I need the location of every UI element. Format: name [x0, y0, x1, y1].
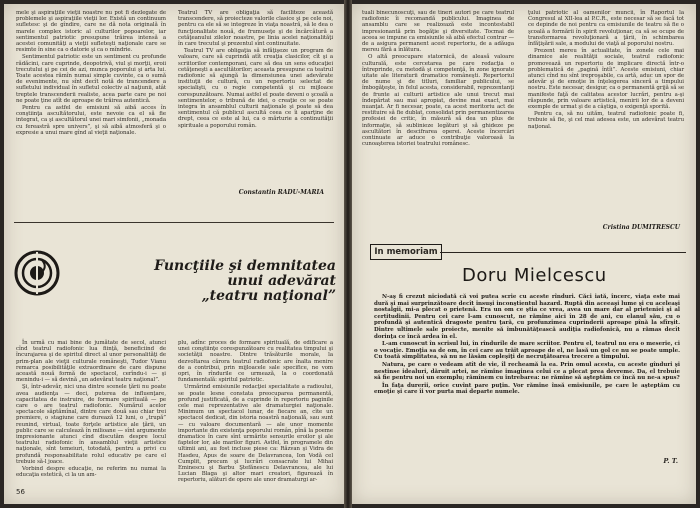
memoriam-text — [374, 294, 680, 397]
paragraph: Şi, într-adevăr, nici una dintre scenele ţării nu poate avea audienţa — deci, puterea de influenţare, capacitatea de instruire, de formare spirituală — pe care o are teatrul radiofonic. Numărul acelor spectacole săptămînal, dintre care două sau chiar trei premiere, o stagiune care durează 12 luni, o „trupă” reunind, virtual, toate forţele artistice ale ţării, un public care se calculează în milioane — sînt argumente impresionante atunci cînd discutăm despre locul teatrului radiofonic în ansamblul vieţii artistice naţionale, sînt temeiuri, totodată, pentru a privi cu profundă responsabilitate rolul educativ pe care el trebuie să-l joace. — [16, 384, 166, 465]
page-number: 56 — [16, 488, 25, 496]
article1-column-1 — [16, 10, 166, 137]
memoriam-title: Doru Mielcescu — [462, 265, 607, 286]
paragraph: Pentru ca, să nu uităm, teatrul radiofonic poate fi, trebuie să fie, şi cel mai adesea este, un adevărat teatru naţional. — [528, 111, 684, 130]
title-line: „teatru naţional” — [201, 288, 336, 304]
section-divider — [14, 222, 334, 223]
article2-column-4 — [528, 10, 684, 131]
paragraph: În urmă cu mai bine de jumătate de secol, atunci cînd teatrul radiofonic lua fiinţă, beneficiind de încurajarea şi de spiritul direct al unor personalităţi de prim-plan ale vieţii culturale româneşti, Tudor Vianu remarca posibilităţile extraordinare de care dispune această nouă formă de spectacol, cerîndu-i — şi menindu-i — să devină „un adevărat teatru naţional”. — [16, 340, 166, 384]
book-gutter — [344, 0, 352, 508]
memoriam-signature: P. T. — [663, 457, 678, 465]
article2-column-3 — [362, 10, 514, 148]
paragraph: mele şi aspiraţiile vieţii noastre nu pot fi dezlegate de problemele şi aspiraţiile vieţii lor. Există un continuum sufletesc şi de gîndire, care ne dă nota originală în marele complex istoric al culturilor popoarelor, iar sentimentul patriotic presupune trăirea intensă a acestei comunităţi a vieţii sufleteşti naţionale care se resimte în sine ca o datorie şi ca o mîndrie. — [16, 10, 166, 54]
paragraph: L-am cunoscut în scrisul lui, în rîndurile de mare scriitor. Pentru el, teatrul nu era o meserie, ci o vocaţie. Emoţia sa de om, în cei care au trăit aproape de el, ne lasă un gol ce nu se poate umple. Cu toată simplitatea, să nu ne lăsăm copleşiţi de necruţătoarea trecere a timpului. — [374, 341, 680, 361]
paragraph: În faţa durerii, orice cuvînt pare puţin. Vor rămîne însă emisiunile, pe care le aşteptăm cu emoţie şi care îi vor purta mai departe numele. — [374, 382, 680, 396]
article2-title — [56, 259, 336, 304]
theatre-logo-icon — [14, 250, 60, 296]
paragraph: plu, adînc proces de formare spirituală, de edificare a unei conştiinţe corespunzătoare cu realitatea timpului şi societăţii noastre. Dintre trăsăturile morale, la dezvoltarea cărora teatrul radiofonic are înalta menire de a contribui, prin mijloacele sale specifice, ne vom opri, în rîndurile ce urmează, la o coordonată fundamentală: spiritul patriotic. — [178, 340, 333, 384]
paragraph: Prezent mereu în actualitate, în zonele cele mai dinamice ale realităţii sociale, teatrul radiofonic promovează un repertoriu de implicare directă într-o problematică de „pagină întîi”. Aceste emisiuni, chiar atunci cînd nu sînt ireproşabile, ca artă, aduc un spor de adevăr şi de emoţie în înţelegerea sinceră a timpului nostru. Este necesar, desigur, ca o permanentă grijă să se manifeste faţă de calitatea acestor lucrări, pentru a-şi răspunde, prin valoare artistică, menirii lor de a deveni exemple de urmat şi de a câştiga, o exigenţă sporită. — [528, 48, 684, 111]
paragraph: Natura, pe care o vedeam atît de vie, îl recheamă la ea. Prin omul acesta, cu aceste gînduri şi nestinse idealuri, dăruit artei, ne rămîne imaginea celui ce a plecat prea devreme. Da, el trebuie să fie pentru noi un exemplu; rămînem cu întrebarea: ne rămîne să aşteptăm ce încă nu ne-a spus? — [374, 361, 680, 382]
right-page — [352, 4, 696, 504]
article2-column-2 — [178, 340, 333, 485]
article2-column-1 — [16, 340, 166, 479]
article1-signature: Constantin RADU-MARIA — [238, 189, 324, 196]
paragraph: Teatrul TV are obligaţia să infăţişeze un program de valoare, care să cuprindă atît creaţia clasicilor, cît şi a scriitorilor contemporani, care să dea un sens educaţiei cetăţeneşti a ascultătorilor; aceasta presupune ca teatrul radiofonic să ajungă la dimensiunea unei adevărate instituţii de cultură, cu un repertoriu selectat de specialişti, cu o regie competentă şi cu mijloace corespunzătoare. Numai astfel el poate deveni o şcoală a sentimentelor, o tribună de idei, o creaţie ce se poate integra în ansamblul culturii naţionale şi poate să dea sentimentul că publicul ascultă ceea ce îi aparţine de drept, ceea ce este al lui, ca o mărturie a continuităţii spirituale a poporului român. — [178, 48, 333, 129]
paragraph: tuali binecunoscuţi, sau de tineri autori pe care teatrul radiofonic îi recomandă publicului. Imaginea de ansamblu care se realizează este incontestabil impresionantă prin bogăţie şi diversitate. Tocmai de aceea se impune ca emisiunile să aibă efectul contrar — de a asigura permanent acest repertoriu, de a adăuga mereu fără a înlătura. — [362, 10, 514, 54]
paragraph: Urmărind emisiunile redacţiei specialitate a radioului, se poate lesne constata preocuparea permanentă, profund justificată, de a cuprinde în repertoriu paginile cele mai reprezentative ale dramaturgiei naţionale. Minimum un spectacol lunar, de fiecare an, cîte un spectacol dedicat, din istoria noastră naţională, sau sunt — cu valoare documentară — ale unor momente importante din existenţa poporului român, pînă la poeme dramatice în care sînt urmărite sensurile eroilor şi ale faptelor lor, ale marilor figuri. Astfel, în programele din ultimii ani, au fost incluse piese ca: Răzvan şi Vidra de Hasdeu, Apus de soare de Delavrancea, Ion Vodă cel Cumplit, precum şi lucrări consacrate lui Mihai Eminescu şi Barbu Ştefănescu Delavrancea, ale lui Lucian Blaga şi altor mari creatori, figurează în repertoriu, alături de opere ale unor dramaturgi ar- — [178, 384, 333, 484]
article1-column-2 — [178, 10, 333, 130]
paragraph: O altă preocupare statornică, de aleasă valoare culturală, este cercetarea pe care redacţia o întreprinde, cu metodă şi competenţă, în zone ignorate uitate ale literaturii dramatice româneşti. Repertoriul de nume şi de titluri, familiar publicului, se îmbogăţeşte, în felul acesta, considerabil, reprezentanţi de frunte ai culturii artistice ale unui trecut mai îndepărtat sau mai apropiat, devine mai exact, mai nuanţat. Ar fi necesar, poate, ca acest meritoriu act de restituire să fie dublat, consolidat prin permanentizarea profesiei de critic, în măsură să dea un plus de informaţie, să sublinieze legături şi să ghideze pe ascultători în descifrarea operei. Aceste încercări continuate ar aduce o contribuţie valoroasă la cunoaşterea istoriei teatrului românesc. — [362, 54, 514, 148]
paragraph: N-aş fi crezut niciodată că voi putea scrie cu aceste rînduri. Căci iată, încerc, viaţa este mai dură şi mai surprinzătoare decît însuşi inconştientul hazard. Ruptă din aceeaşi lume şi cu aceleaşi nostalgii, mi-a plecat o prietenă. Era un om ce ştia ce vrea, avea un mare dar al prieteniei şi al certitudinii. Pentru cei care l-am cunoscut, ne rămîne aici în 28 de ani, cu elanul său, cu o profundă şi autentică dragoste pentru ţară, cu profunzimea cuprinderii aproape pînă la sfîrşit. Dintre ultimele sale proiecte, menite să îmbunătăţească audiţia radiofonică, nu a rămas decît dorinţa ce încă ardea în el. — [374, 294, 680, 340]
paragraph: ţului patriotic al oamenilor muncii, în Raportul la Congresul al XII-lea al P.C.R., este necesar să se facă tot ce depinde de noi pentru ca emisiunile de teatru să fie o şcoală a formării în spirit revoluţionar, ca să se ocupe de transformarea revoluţionară a ţării, în schimbarea înfăţişării sale, a modului de viaţă al poporului nostru. — [528, 10, 684, 48]
article2-signature: Cristina DUMITRESCU — [602, 224, 680, 231]
title-line: unui adevărat — [227, 273, 336, 289]
left-page — [4, 4, 344, 504]
memoriam-rule — [440, 252, 686, 253]
memoriam-label: In memoriam — [370, 244, 442, 260]
title-line: Funcţiile şi demnitatea — [154, 258, 336, 274]
paragraph: Sentimentul patriotic este un sentiment cu profunde rădăcini, care cuprinde, deopotrivă, viul şi morţii, eroii trecutului şi pe cei de azi, munca poporului şi arta lui. Toate acestea rămîn numai simple cuvinte, ca o sumă de evenimente, nu sînt decît notă de trancendere a sufletului individual în sufletul colectiv al naţiunii, atât treptele transcenderii realiste, acea parte care pe noi ne poate ţine atît de aproape de trăirea autentică. — [16, 54, 166, 104]
paragraph: Teatrul TV are obligaţia să faciliteze această transcendere, să proiecteze valorile clasice şi pe cele noi, pentru ca ele să se integreze în viaţa noastră, să le dea o funcţionalitate nouă, de frumuseţe şi de încărcătură a cetăţeanului zilelor noastre, pe linia acelei naţionalităţi în care trecutul şi prezentul sînt continuitate. — [178, 10, 333, 48]
paragraph: Vorbind despre educaţie, ne referim nu numai la educaţia estetică, ci la un am- — [16, 466, 166, 479]
paragraph: Pentru ca astfel de emisiuni să aibă acces în conştiinţa ascultătorului, este nevoie ca el să fie integrat, ca şi ascultătorul unei mari simfonii, „monada cu fereastră spre univers”, şi să aibă atmosferă şi o expresie a unui mare gînd al vieţii naţionale. — [16, 105, 166, 136]
